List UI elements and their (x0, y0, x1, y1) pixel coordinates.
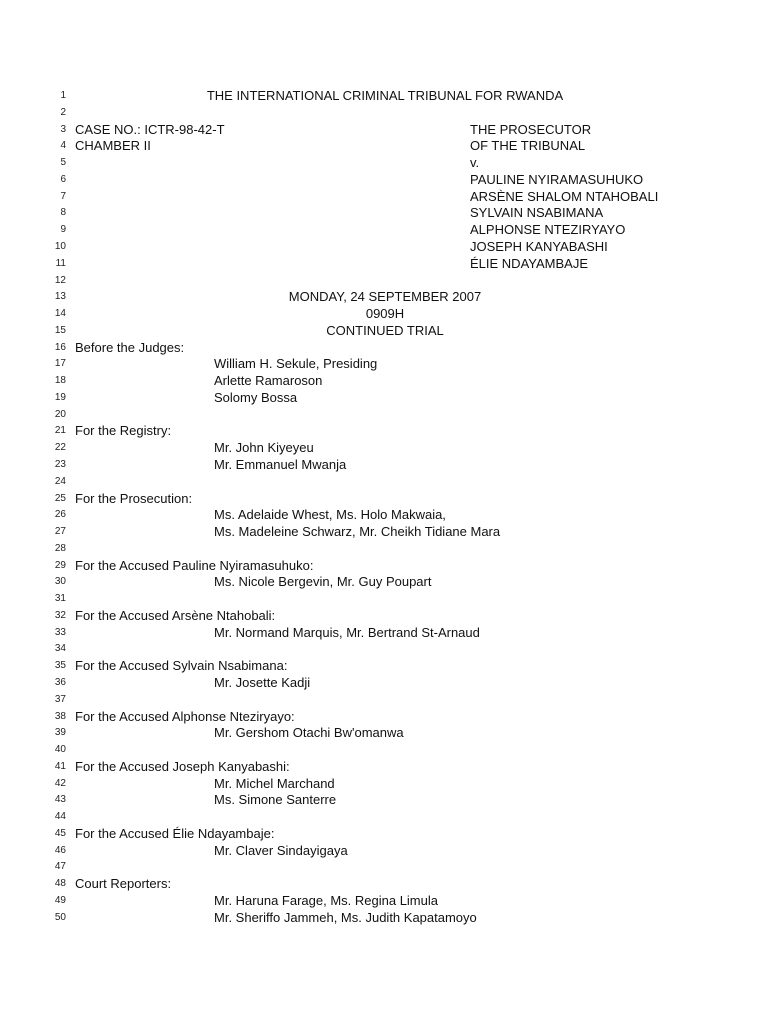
case-number: CASE NO.: ICTR-98-42-T (75, 121, 225, 137)
hearing-date: MONDAY, 24 SEPTEMBER 2007 (288, 289, 482, 305)
transcript-line (0, 439, 770, 456)
transcript-line (0, 406, 770, 423)
transcript-line (0, 238, 770, 255)
defence-counsel: Mr. Josette Kadji (214, 674, 311, 690)
line-number: 42 (54, 777, 66, 789)
judge-name: Solomy Bossa (214, 389, 298, 405)
line-number: 15 (54, 324, 66, 336)
line-number: 38 (54, 710, 66, 722)
transcript-line (0, 858, 770, 875)
transcript-line (0, 875, 770, 892)
transcript-line (0, 741, 770, 758)
judge-name: William H. Sekule, Presiding (214, 356, 378, 372)
transcript-line (0, 372, 770, 389)
line-number: 35 (54, 660, 66, 672)
line-number: 11 (55, 257, 66, 269)
transcript-line (0, 137, 770, 154)
section-heading: For the Accused Alphonse Nteziryayo: (75, 708, 295, 724)
line-number: 22 (54, 442, 66, 454)
section-heading: For the Registry: (75, 423, 172, 439)
transcript-line (0, 708, 770, 725)
line-number: 24 (54, 475, 66, 487)
accused-name: ALPHONSE NTEZIRYAYO (470, 222, 626, 238)
tribunal-title: THE INTERNATIONAL CRIMINAL TRIBUNAL FOR RWANDA (206, 88, 564, 103)
line-number: 32 (54, 609, 66, 621)
accused-name: ARSÈNE SHALOM NTAHOBALI (470, 188, 659, 204)
line-number: 3 (60, 123, 66, 135)
line-number: 17 (54, 358, 66, 370)
line-number: 30 (54, 576, 66, 588)
defence-counsel: Mr. Michel Marchand (214, 775, 335, 791)
defence-counsel: Ms. Simone Santerre (214, 792, 337, 808)
line-number: 34 (54, 643, 66, 655)
line-number: 45 (54, 827, 66, 839)
transcript-line (0, 691, 770, 708)
transcript-line (0, 188, 770, 205)
judge-name: Arlette Ramaroson (214, 373, 323, 389)
line-number: 37 (54, 693, 66, 705)
transcript-line (0, 288, 770, 305)
line-number: 4 (60, 140, 66, 152)
section-heading: For the Accused Arsène Ntahobali: (75, 607, 276, 623)
transcript-line (0, 825, 770, 842)
line-number: 40 (54, 744, 66, 755)
line-number: 13 (54, 291, 66, 303)
section-heading: For the Prosecution: (75, 490, 193, 506)
transcript-line (0, 255, 770, 272)
line-number: 49 (54, 895, 66, 906)
transcript-line (0, 121, 770, 138)
transcript-line (0, 758, 770, 775)
accused-name: PAULINE NYIRAMASUHUKO (470, 171, 644, 187)
line-number: 16 (54, 341, 66, 353)
transcript-line (0, 355, 770, 372)
line-number: 18 (54, 375, 66, 387)
defence-counsel: Mr. Gershom Otachi Bw'omanwa (214, 725, 404, 741)
transcript-line (0, 842, 770, 859)
party-name: OF THE TRIBUNAL (470, 138, 586, 154)
transcript-line (0, 909, 770, 926)
defence-counsel: Mr. Normand Marquis, Mr. Bertrand St-Arnaud (214, 624, 480, 640)
line-number: 28 (54, 542, 66, 554)
line-number: 41 (54, 760, 66, 772)
transcript-line (0, 775, 770, 792)
registry-name: Mr. John Kiyeyeu (214, 440, 314, 456)
line-number: 20 (54, 408, 66, 420)
transcript-line (0, 892, 770, 909)
line-number: 14 (54, 308, 66, 319)
line-number: 2 (60, 106, 66, 118)
line-number: 1 (60, 90, 66, 101)
hearing-time: 0909H (365, 306, 405, 321)
transcript-line (0, 791, 770, 808)
transcript-line (0, 573, 770, 590)
section-heading: For the Accused Sylvain Nsabimana: (75, 658, 288, 674)
line-number: 44 (54, 811, 66, 823)
line-number: 8 (60, 207, 66, 219)
transcript-line (0, 640, 770, 657)
transcript-line (0, 540, 770, 557)
transcript-line (0, 490, 770, 507)
line-number: 46 (54, 844, 66, 856)
session-type: CONTINUED TRIAL (326, 322, 444, 338)
transcript-line (0, 204, 770, 221)
line-number: 26 (54, 509, 66, 521)
transcript-line (0, 674, 770, 691)
transcript-line (0, 473, 770, 490)
line-number: 23 (54, 458, 66, 470)
line-number: 27 (54, 526, 66, 537)
transcript-line (0, 590, 770, 607)
line-number: 10 (54, 240, 66, 252)
line-number: 19 (54, 391, 66, 403)
transcript-line (0, 389, 770, 406)
accused-name: ÉLIE NDAYAMBAJE (470, 255, 588, 271)
transcript-line (0, 523, 770, 540)
defence-counsel: Mr. Claver Sindayigaya (214, 842, 348, 858)
line-number: 48 (54, 878, 66, 890)
prosecution-counsel: Ms. Madeleine Schwarz, Mr. Cheikh Tidiane Mara (214, 524, 501, 539)
transcript-line (0, 456, 770, 473)
transcript-line (0, 104, 770, 121)
line-number: 33 (54, 626, 66, 638)
section-heading: For the Accused Pauline Nyiramasuhuko: (75, 557, 314, 573)
section-heading: For the Accused Élie Ndayambaje: (75, 825, 275, 841)
transcript-line (0, 272, 770, 289)
transcript-line (0, 305, 770, 322)
transcript-line (0, 422, 770, 439)
transcript-line (0, 221, 770, 238)
chamber: CHAMBER II (75, 138, 151, 154)
transcript-line (0, 322, 770, 339)
transcript-line (0, 657, 770, 674)
line-number: 9 (60, 224, 66, 236)
accused-name: JOSEPH KANYABASHI (470, 238, 608, 254)
transcript-line (0, 339, 770, 356)
section-heading: Before the Judges: (75, 339, 185, 355)
court-reporter: Mr. Haruna Farage, Ms. Regina Limula (214, 893, 438, 908)
section-heading: For the Accused Joseph Kanyabashi: (75, 758, 290, 774)
transcript-line (0, 154, 770, 171)
defence-counsel: Ms. Nicole Bergevin, Mr. Guy Poupart (214, 574, 432, 590)
line-number: 6 (60, 173, 66, 185)
transcript-line (0, 87, 770, 104)
accused-name: SYLVAIN NSABIMANA (470, 205, 604, 221)
line-number: 39 (54, 727, 66, 739)
transcript-line (0, 808, 770, 825)
section-heading: Court Reporters: (75, 876, 172, 892)
registry-name: Mr. Emmanuel Mwanja (214, 456, 347, 472)
line-number: 31 (54, 593, 66, 605)
transcript-line (0, 171, 770, 188)
court-reporter: Mr. Sheriffo Jammeh, Ms. Judith Kapatamoyo (214, 909, 477, 925)
transcript-line (0, 607, 770, 624)
line-number: 25 (54, 492, 66, 504)
transcript-line (0, 557, 770, 574)
line-number: 12 (54, 274, 66, 286)
line-number: 29 (54, 559, 66, 571)
line-number: 5 (60, 157, 66, 169)
party-versus: v. (470, 155, 480, 171)
line-number: 36 (54, 676, 66, 688)
transcript-line (0, 624, 770, 641)
line-number: 21 (54, 425, 66, 437)
party-name: THE PROSECUTOR (470, 121, 592, 137)
transcript-line (0, 506, 770, 523)
line-number: 50 (54, 911, 66, 923)
line-number: 47 (54, 861, 66, 873)
line-number: 43 (54, 794, 66, 806)
transcript-line (0, 724, 770, 741)
line-number: 7 (60, 190, 66, 202)
prosecution-counsel: Ms. Adelaide Whest, Ms. Holo Makwaia, (214, 507, 446, 523)
